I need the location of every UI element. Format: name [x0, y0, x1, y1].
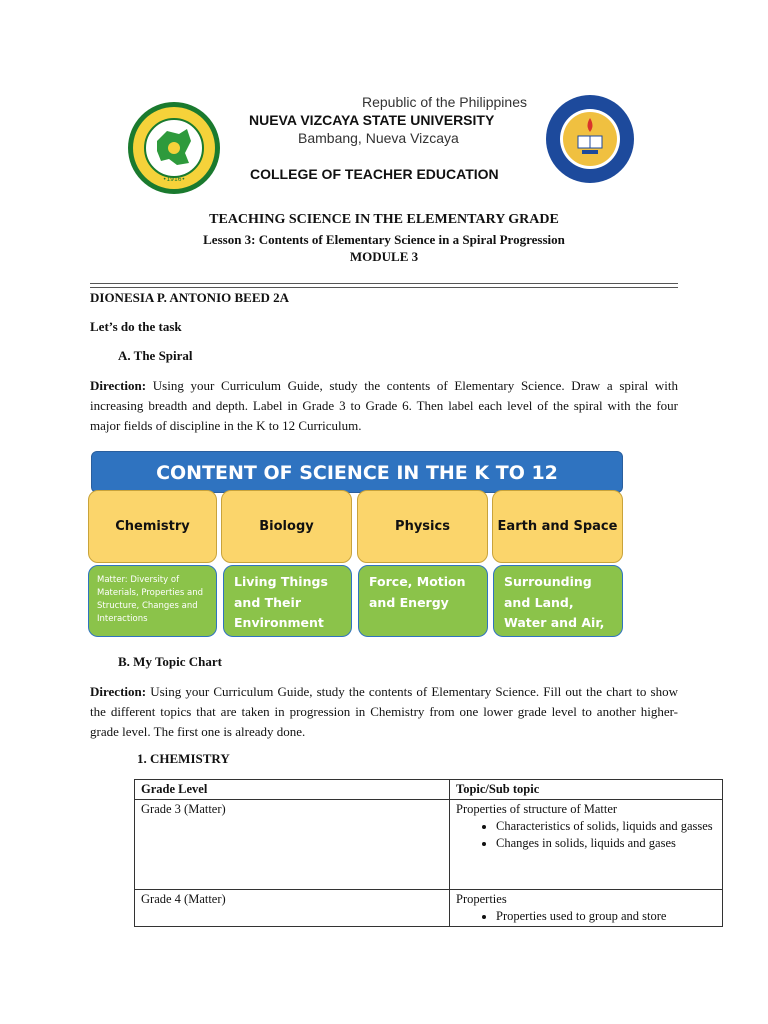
direction-label: Direction: [90, 378, 147, 393]
content-earth-space: Surrounding and Land, Water and Air, Weather, [493, 565, 623, 637]
task-heading: Let’s do the task [90, 319, 182, 334]
svg-text:•1916•: •1916• [162, 176, 186, 183]
content-chemistry: Matter: Diversity of Materials, Properties and Structure, Changes and Interactions [88, 565, 217, 637]
lesson-title: Lesson 3: Contents of Elementary Science in a Spiral Progression [203, 232, 565, 247]
divider-line [90, 283, 678, 284]
course-title: TEACHING SCIENCE IN THE ELEMENTARY GRADE [209, 212, 559, 227]
grade-cell: Grade 3 (Matter) [135, 800, 450, 890]
list-item: • Properties used to group and store [496, 908, 716, 925]
module-title: MODULE 3 [349, 249, 419, 264]
content-physics: Force, Motion and Energy [358, 565, 488, 637]
topic-cell [450, 890, 723, 927]
field-chemistry: Chemistry [88, 490, 217, 563]
section-b-heading: B. My Topic Chart [118, 654, 223, 669]
table-header-row [135, 780, 723, 800]
direction-text: Using your Curriculum Guide, study the contents of Elementary Science. Draw a spiral with increasing breadth and depth. Label in Grade 3 to Grade 6. Then label each level of the spiral with the four major fields of discipline in the K to 12 Curriculum. [90, 378, 679, 433]
section-b-direction [90, 682, 678, 742]
direction-label: Direction: [90, 684, 147, 699]
republic-label: Republic of the Philippines [362, 94, 527, 110]
university-name: NUEVA VIZCAYA STATE UNIVERSITY [249, 112, 495, 128]
topic-cell [450, 800, 723, 890]
college-seal-logo [545, 94, 635, 184]
infographic-title: CONTENT OF SCIENCE IN THE K TO 12 [91, 451, 623, 493]
column-header: Grade Level [135, 780, 450, 800]
section-a-direction [90, 376, 678, 436]
field-earth-space: Earth and Space [492, 490, 623, 563]
content-biology: Living Things and Their Environment [223, 565, 352, 637]
field-biology: Biology [221, 490, 352, 563]
subtopic-list [456, 818, 716, 852]
list-item: • Changes in solids, liquids and gases [496, 835, 716, 852]
table-row [135, 800, 723, 890]
topic-text: Properties of structure of Matter [456, 802, 618, 816]
university-location: Bambang, Nueva Vizcaya [298, 130, 459, 146]
chemistry-heading: 1. CHEMISTRY [137, 751, 230, 766]
college-name: COLLEGE OF TEACHER EDUCATION [250, 166, 499, 182]
section-a-heading: A. The Spiral [118, 348, 193, 363]
field-physics: Physics [357, 490, 488, 563]
university-seal-logo [127, 101, 221, 195]
list-item: • Characteristics of solids, liquids and gasses [496, 818, 716, 835]
grade-cell: Grade 4 (Matter) [135, 890, 450, 927]
student-name: DIONESIA P. ANTONIO BEED 2A [90, 290, 290, 305]
topic-chart-table [134, 779, 723, 927]
table-row [135, 890, 723, 927]
column-header: Topic/Sub topic [450, 780, 723, 800]
subtopic-list [456, 908, 716, 925]
direction-text: Using your Curriculum Guide, study the contents of Elementary Science. Fill out the chart to show the different topics that are taken in progression in Chemistry from one lower grade level to another higher-grade level. The first one is already done. [90, 684, 679, 739]
divider-line [90, 287, 678, 288]
topic-text: Properties [456, 892, 507, 906]
